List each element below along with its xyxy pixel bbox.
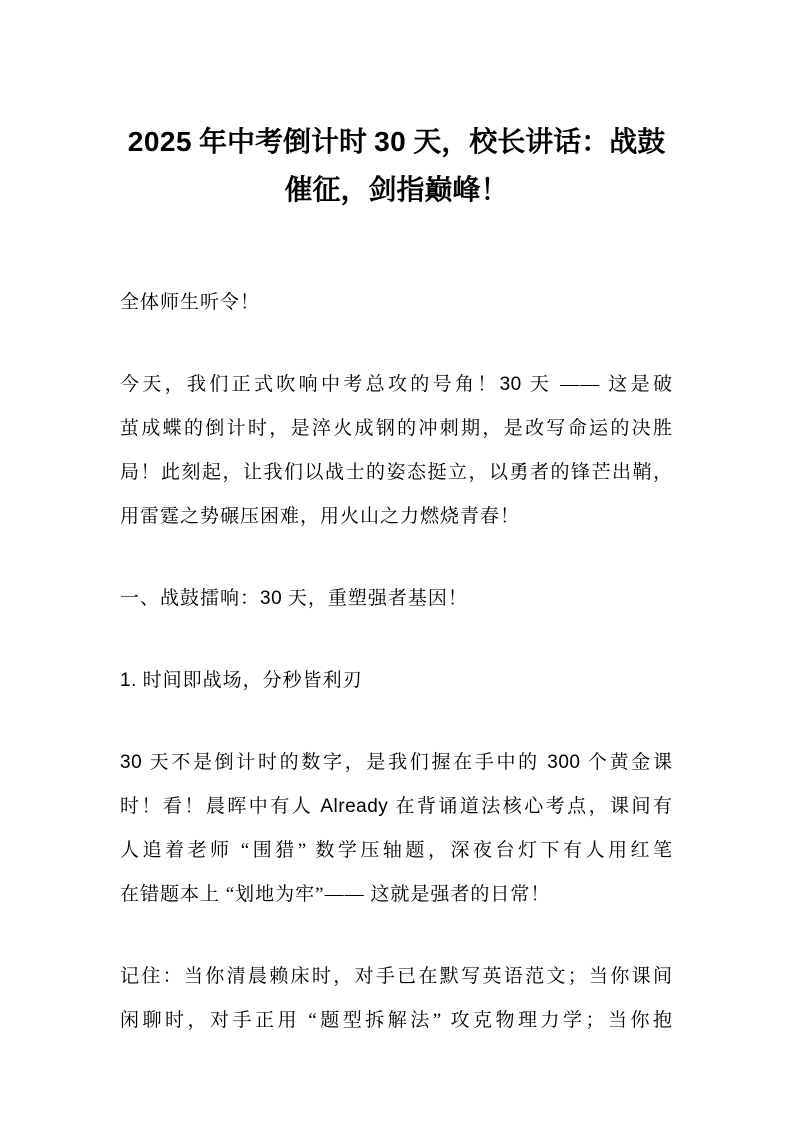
para-golden-hours — [120, 741, 673, 917]
document-title — [120, 0, 673, 215]
text-line: 局！此刻起，让我们以战士的姿态挺立，以勇者的锋芒出鞘， — [120, 462, 673, 483]
text-line: 1. 时间即战场，分秒皆利刃 — [120, 670, 363, 691]
text-line: 今天，我们正式吹响中考总攻的号角！30 天 —— 这是破 — [120, 374, 673, 395]
text-line: 在错题本上 “划地为牢”—— 这就是强者的日常！ — [120, 884, 551, 905]
text-line: 30 天不是倒计时的数字，是我们握在手中的 300 个黄金课 — [120, 752, 673, 773]
text-line: 人追着老师 “围猎” 数学压轴题，深夜台灯下有人用红笔 — [120, 840, 673, 861]
heading-point-1 — [120, 659, 673, 703]
latin-text: 30 — [120, 752, 143, 773]
text-line: 茧成蝶的倒计时，是淬火成钢的冲刺期，是改写命运的决胜 — [120, 418, 673, 439]
latin-text: 2025 — [127, 126, 193, 157]
text-line: 时！看！晨晖中有人 Already 在背诵道法核心考点，课间有 — [120, 796, 673, 817]
text-line: 一、战鼓擂响：30 天，重塑强者基因！ — [120, 588, 468, 609]
latin-text: Already — [320, 796, 389, 817]
latin-text: 30 — [374, 126, 407, 157]
latin-text: 30 — [260, 588, 283, 609]
latin-text: 30 — [499, 374, 522, 395]
para-address — [120, 281, 673, 325]
heading-section-one — [120, 577, 673, 621]
text-line: 全体师生听令！ — [120, 292, 261, 313]
para-remember — [120, 955, 673, 1043]
para-opening — [120, 363, 673, 539]
document-title-line: 2025 年中考倒计时 30 天，校长讲话：战鼓 — [127, 126, 666, 158]
latin-text: 300 — [547, 752, 581, 773]
document-body — [120, 281, 673, 1043]
document-title-line: 催征，剑指巅峰！ — [284, 175, 509, 206]
text-line: 记住：当你清晨赖床时，对手已在默写英语范文；当你课间 — [120, 966, 673, 987]
latin-text: 1. — [120, 670, 137, 691]
text-line: 闲聊时，对手正用 “题型拆解法” 攻克物理力学；当你抱 — [120, 1010, 673, 1031]
text-line: 用雷霆之势碾压困难，用火山之力燃烧青春！ — [120, 506, 521, 527]
